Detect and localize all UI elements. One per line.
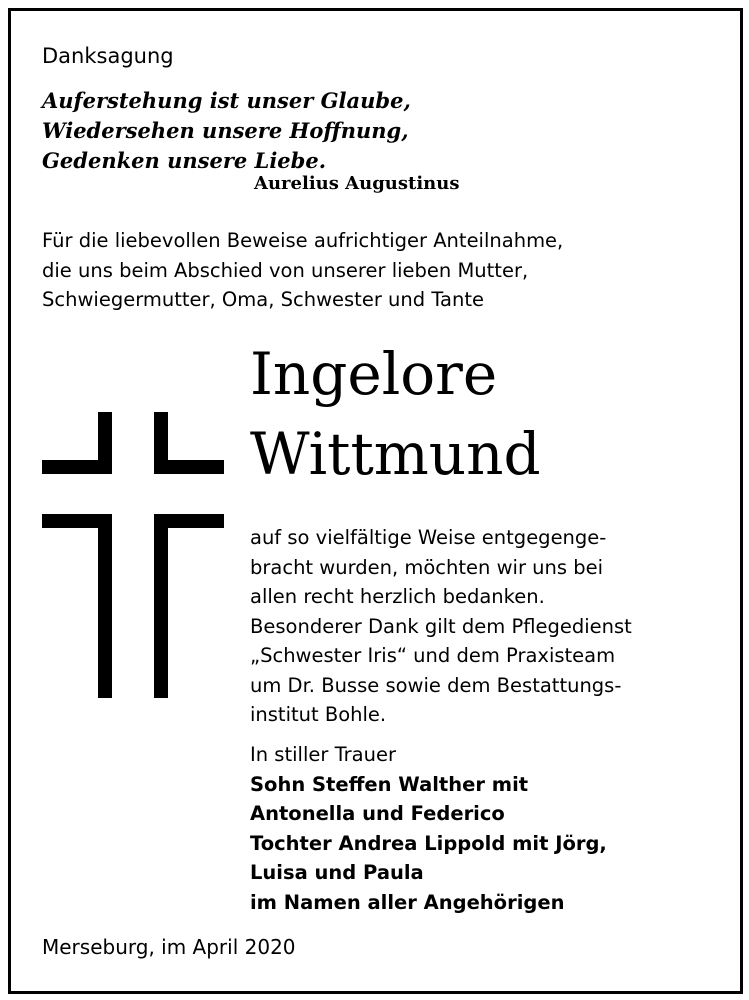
- signature-line: Antonella und Federico: [250, 802, 505, 825]
- thanks-line: „Schwester Iris“ und dem Praxisteam: [250, 644, 616, 667]
- signature-block: [250, 740, 607, 917]
- notice-heading: Danksagung: [42, 44, 174, 68]
- deceased-last-name: Wittmund: [250, 420, 541, 488]
- quote-line: Wiedersehen unsere Hoffnung,: [42, 118, 409, 143]
- intro-line: Für die liebevollen Beweise aufrichtiger Anteilnahme,: [42, 229, 564, 252]
- thanks-line: Besonderer Dank gilt dem Pflegedienst: [250, 614, 632, 638]
- signature-line: Luisa und Paula: [250, 861, 424, 884]
- thanks-line: allen recht herzlich bedanken.: [250, 585, 545, 608]
- place-date: Merseburg, im April 2020: [42, 935, 296, 959]
- signature-intro: In stiller Trauer: [250, 743, 396, 766]
- thanks-line: um Dr. Busse sowie dem Bestattungs-: [250, 673, 622, 697]
- quote-line: Gedenken unsere Liebe.: [42, 148, 327, 173]
- signature-line: im Namen aller Angehörigen: [250, 890, 565, 914]
- quote-author: Aurelius Augustinus: [254, 173, 460, 194]
- signature-line: Sohn Steffen Walther mit: [250, 772, 529, 796]
- quote-line: Auferstehung ist unser Glaube,: [42, 88, 411, 113]
- signature-line: Tochter Andrea Lippold mit Jörg,: [250, 831, 607, 855]
- deceased-first-name: Ingelore: [250, 340, 498, 408]
- thanks-line: bracht wurden, möchten wir uns bei: [250, 555, 604, 579]
- thanks-line: institut Bohle.: [250, 703, 387, 726]
- intro-text: [42, 226, 563, 315]
- intro-line: Schwiegermutter, Oma, Schwester und Tante: [42, 288, 484, 311]
- cross-icon: [40, 412, 226, 702]
- thanks-text: [250, 523, 632, 730]
- thanks-line: auf so vielfältige Weise entgegenge-: [250, 526, 607, 549]
- quote-block: [42, 86, 411, 176]
- intro-line: die uns beim Abschied von unserer lieben Mutter,: [42, 258, 529, 282]
